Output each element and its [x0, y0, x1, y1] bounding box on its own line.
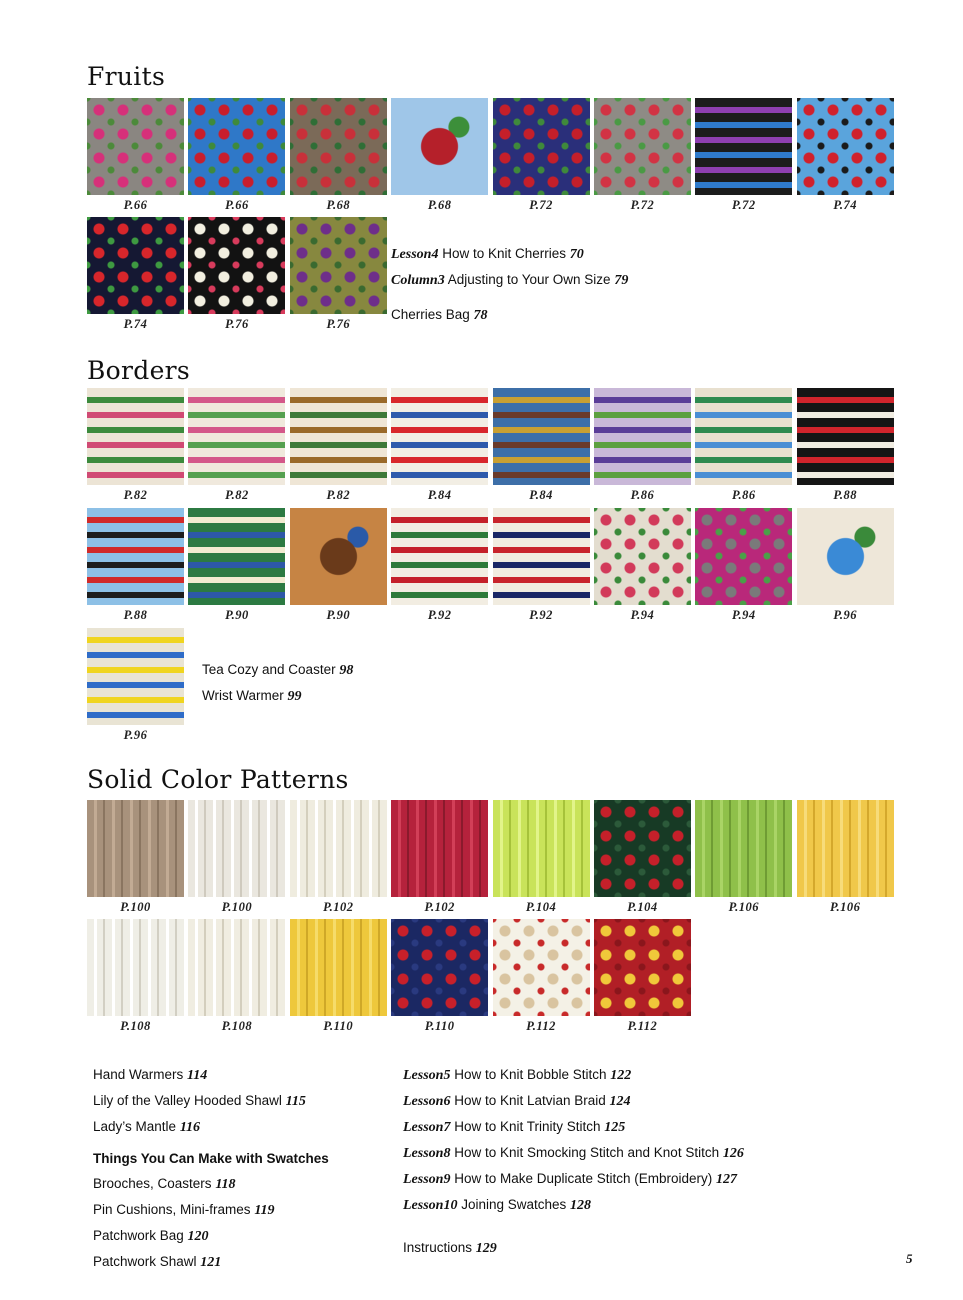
project-title: Pin Cushions, Mini-frames	[93, 1202, 255, 1217]
swatch-image	[188, 388, 285, 485]
page-ref: 115	[285, 1094, 306, 1109]
swatch-image	[695, 508, 792, 605]
lesson-prefix: Lesson9	[403, 1172, 451, 1187]
instructions-line[interactable]	[403, 1235, 744, 1261]
project-line[interactable]	[93, 1249, 329, 1275]
swatch-image	[695, 98, 792, 195]
swatch-image	[797, 800, 894, 897]
swatch-card[interactable]	[594, 388, 691, 507]
swatch-image	[493, 508, 590, 605]
swatch-page-label: P.90	[225, 608, 249, 622]
lesson-title: How to Knit Smocking Stitch and Knot Stitch	[450, 1145, 723, 1160]
swatch-page-label: P.74	[833, 198, 858, 212]
lesson-prefix: Lesson4	[391, 247, 439, 262]
swatch-page-label: P.74	[123, 317, 148, 331]
lesson-prefix: Lesson8	[403, 1146, 451, 1161]
swatch-page-label: P.84	[529, 488, 553, 502]
page-ref: 78	[473, 308, 488, 323]
swatch-image	[594, 388, 691, 485]
page-ref: 114	[187, 1068, 208, 1083]
swatch-page-label: P.72	[630, 198, 655, 212]
swatch-image	[87, 628, 184, 725]
lesson-line[interactable]	[391, 241, 628, 267]
swatch-card[interactable]	[493, 919, 590, 1038]
swatch-page-label: P.92	[529, 608, 553, 622]
swatch-page-label: P.96	[833, 608, 858, 622]
swatch-page-label: P.88	[833, 488, 858, 502]
swatch-card[interactable]	[188, 388, 285, 507]
swatch-card[interactable]	[188, 800, 285, 919]
swatch-card[interactable]	[594, 508, 691, 627]
swatch-image	[797, 98, 894, 195]
swatch-image	[188, 800, 285, 897]
swatch-page-label: P.94	[732, 608, 756, 622]
swatch-card[interactable]	[797, 388, 894, 507]
swatch-image	[391, 800, 488, 897]
lesson-title: How to Knit Latvian Braid	[450, 1093, 610, 1108]
page-ref: 120	[187, 1229, 209, 1244]
swatch-image	[493, 919, 590, 1016]
lesson-title: How to Knit Cherries	[438, 246, 570, 261]
swatch-page-label: P.82	[123, 488, 148, 502]
swatch-card[interactable]	[797, 800, 894, 919]
swatch-card[interactable]	[391, 919, 488, 1038]
lesson-line[interactable]	[403, 1088, 744, 1114]
project-title: Lady’s Mantle	[93, 1119, 180, 1134]
swatch-card[interactable]	[797, 98, 894, 217]
swatch-image	[87, 98, 184, 195]
swatch-page-label: P.76	[326, 317, 351, 331]
projects-list	[93, 1062, 329, 1275]
swatch-card[interactable]	[290, 98, 387, 217]
swatch-page-label: P.82	[225, 488, 249, 502]
swatch-page-label: P.112	[526, 1019, 556, 1033]
swatch-image	[695, 800, 792, 897]
column-title: Adjusting to Your Own Size	[444, 272, 615, 287]
swatch-image	[87, 388, 184, 485]
lesson-line[interactable]	[403, 1166, 744, 1192]
section-title-borders: Borders	[87, 356, 191, 385]
project-line[interactable]	[93, 1197, 329, 1223]
swatch-image	[290, 388, 387, 485]
page-ref: 98	[339, 663, 354, 678]
swatch-card[interactable]	[391, 508, 488, 627]
swatch-card[interactable]	[391, 388, 488, 507]
swatch-page-label: P.88	[123, 608, 148, 622]
project-title: Hand Warmers	[93, 1067, 188, 1082]
swatch-page-label: P.102	[323, 900, 354, 914]
project-title: Brooches, Coasters	[93, 1176, 216, 1191]
swatch-page-label: P.68	[427, 198, 452, 212]
swatch-image	[290, 98, 387, 195]
swatch-card[interactable]	[493, 508, 590, 627]
swatch-page-label: P.72	[529, 198, 553, 212]
section-title-solid-color: Solid Color Patterns	[87, 765, 349, 794]
swatch-page-label: P.108	[120, 1019, 151, 1033]
swatch-page-label: P.72	[732, 198, 756, 212]
swatch-image	[290, 919, 387, 1016]
page-number: 5	[906, 1251, 913, 1266]
project-title: Tea Cozy and Coaster	[202, 662, 340, 677]
swatch-image	[594, 800, 691, 897]
page-ref: 70	[569, 247, 584, 262]
borders-side-list	[202, 657, 353, 709]
swatch-page-label: P.76	[225, 317, 249, 331]
lesson-title: How to Knit Bobble Stitch	[450, 1067, 611, 1082]
swatch-page-label: P.102	[424, 900, 455, 914]
swatch-page-label: P.108	[221, 1019, 253, 1033]
project-line[interactable]	[202, 657, 353, 683]
swatch-page-label: P.66	[123, 198, 148, 212]
section-title-fruits: Fruits	[87, 62, 166, 91]
swatch-page-label: P.112	[627, 1019, 658, 1033]
swatch-card[interactable]	[290, 800, 387, 919]
lesson-title: How to Make Duplicate Stitch (Embroidery)	[450, 1171, 717, 1186]
swatch-page-label: P.94	[630, 608, 655, 622]
swatch-image	[188, 508, 285, 605]
swatch-card[interactable]	[797, 508, 894, 627]
swatch-card[interactable]	[188, 217, 285, 336]
swatch-card[interactable]	[87, 628, 184, 747]
lesson-line[interactable]	[403, 1192, 744, 1218]
swatch-card[interactable]	[695, 388, 792, 507]
swatch-card[interactable]	[391, 98, 488, 217]
swatch-page-label: P.86	[630, 488, 655, 502]
swatch-page-label: P.104	[627, 900, 658, 914]
swatch-image	[290, 508, 387, 605]
swatch-card[interactable]	[290, 508, 387, 627]
project-line[interactable]	[391, 302, 628, 328]
swatch-page-label: P.100	[221, 900, 253, 914]
swatch-image	[188, 919, 285, 1016]
page-ref: 119	[254, 1203, 275, 1218]
page-ref: 128	[570, 1198, 592, 1213]
swatch-page-label: P.96	[123, 728, 148, 742]
swatch-card[interactable]	[188, 98, 285, 217]
instructions-title: Instructions	[403, 1240, 476, 1255]
swatch-card[interactable]	[87, 388, 184, 507]
swatch-page-label: P.104	[525, 900, 557, 914]
swatch-image	[87, 800, 184, 897]
swatch-page-label: P.92	[427, 608, 452, 622]
page-ref: 118	[215, 1177, 236, 1192]
swatch-page-label: P.110	[424, 1019, 455, 1033]
lesson-line[interactable]	[403, 1114, 744, 1140]
project-line[interactable]	[93, 1062, 329, 1088]
lesson-line[interactable]	[403, 1062, 744, 1088]
swatch-image	[391, 98, 488, 195]
page-ref: 99	[287, 689, 302, 704]
swatch-card[interactable]	[87, 919, 184, 1038]
project-title: Patchwork Shawl	[93, 1254, 201, 1269]
swatch-image	[797, 388, 894, 485]
swatch-image	[594, 98, 691, 195]
swatch-page-label: P.106	[830, 900, 861, 914]
column-line[interactable]	[391, 267, 628, 293]
swatch-image	[493, 388, 590, 485]
project-title: Wrist Warmer	[202, 688, 288, 703]
project-title: Cherries Bag	[391, 307, 474, 322]
swatch-image	[290, 217, 387, 314]
lesson-prefix: Lesson5	[403, 1068, 451, 1083]
swatch-card[interactable]	[290, 217, 387, 336]
swatch-card[interactable]	[493, 388, 590, 507]
projects-subheading	[93, 1146, 329, 1171]
swatch-image	[391, 508, 488, 605]
project-title: Lily of the Valley Hooded Shawl	[93, 1093, 286, 1108]
swatch-page-label: P.68	[326, 198, 351, 212]
swatch-card[interactable]	[695, 508, 792, 627]
swatch-card[interactable]	[188, 919, 285, 1038]
solid-swatch-grid	[87, 800, 894, 1038]
swatch-image	[391, 388, 488, 485]
page-ref: 79	[614, 273, 629, 288]
project-title: Patchwork Bag	[93, 1228, 188, 1243]
swatch-card[interactable]	[87, 217, 184, 336]
project-line[interactable]	[202, 683, 353, 709]
swatch-card[interactable]	[594, 919, 691, 1038]
lesson-title: How to Knit Trinity Stitch	[450, 1119, 605, 1134]
swatch-page-label: P.90	[326, 608, 351, 622]
swatch-card[interactable]	[290, 919, 387, 1038]
fruits-side-list	[391, 241, 628, 328]
swatch-page-label: P.100	[120, 900, 151, 914]
swatch-image	[87, 919, 184, 1016]
project-line[interactable]	[93, 1223, 329, 1249]
column-prefix: Column3	[391, 273, 445, 288]
swatch-image	[188, 98, 285, 195]
swatch-image	[695, 388, 792, 485]
page-ref: 126	[722, 1146, 744, 1161]
swatch-card[interactable]	[493, 98, 590, 217]
swatch-card[interactable]	[493, 800, 590, 919]
swatch-card[interactable]	[391, 800, 488, 919]
swatch-image	[594, 919, 691, 1016]
page-ref: 121	[200, 1255, 222, 1270]
swatch-card[interactable]	[87, 508, 184, 627]
swatch-card[interactable]	[695, 98, 792, 217]
page-ref: 124	[609, 1094, 631, 1109]
swatch-page-label: P.84	[427, 488, 452, 502]
page-ref: 122	[610, 1068, 632, 1083]
lesson-prefix: Lesson10	[403, 1198, 458, 1213]
swatch-image	[594, 508, 691, 605]
lesson-line[interactable]	[403, 1140, 744, 1166]
swatch-image	[493, 800, 590, 897]
lesson-title: Joining Swatches	[457, 1197, 571, 1212]
project-line[interactable]	[93, 1171, 329, 1197]
swatch-page-label: P.86	[732, 488, 756, 502]
swatch-image	[188, 217, 285, 314]
lesson-prefix: Lesson7	[403, 1120, 451, 1135]
page-ref: 127	[716, 1172, 738, 1187]
swatch-page-label: P.110	[323, 1019, 354, 1033]
page-ref: 116	[179, 1120, 201, 1135]
swatch-card[interactable]	[290, 388, 387, 507]
swatch-card[interactable]	[695, 800, 792, 919]
lessons-list	[403, 1062, 744, 1261]
page-ref: 125	[604, 1120, 626, 1135]
subheading-text: Things You Can Make with Swatches	[93, 1151, 329, 1166]
swatch-card[interactable]	[87, 800, 184, 919]
lesson-prefix: Lesson6	[403, 1094, 451, 1109]
swatch-page-label: P.82	[326, 488, 351, 502]
project-line[interactable]	[93, 1088, 329, 1114]
swatch-image	[290, 800, 387, 897]
swatch-image	[493, 98, 590, 195]
swatch-card[interactable]	[188, 508, 285, 627]
swatch-card[interactable]	[594, 800, 691, 919]
swatch-image	[87, 508, 184, 605]
swatch-page-label: P.106	[728, 900, 760, 914]
swatch-image	[797, 508, 894, 605]
swatch-page-label: P.66	[225, 198, 249, 212]
swatch-card[interactable]	[87, 98, 184, 217]
swatch-card[interactable]	[594, 98, 691, 217]
swatch-image	[87, 217, 184, 314]
project-line[interactable]	[93, 1114, 329, 1140]
swatch-image	[391, 919, 488, 1016]
page-ref: 129	[475, 1241, 497, 1256]
